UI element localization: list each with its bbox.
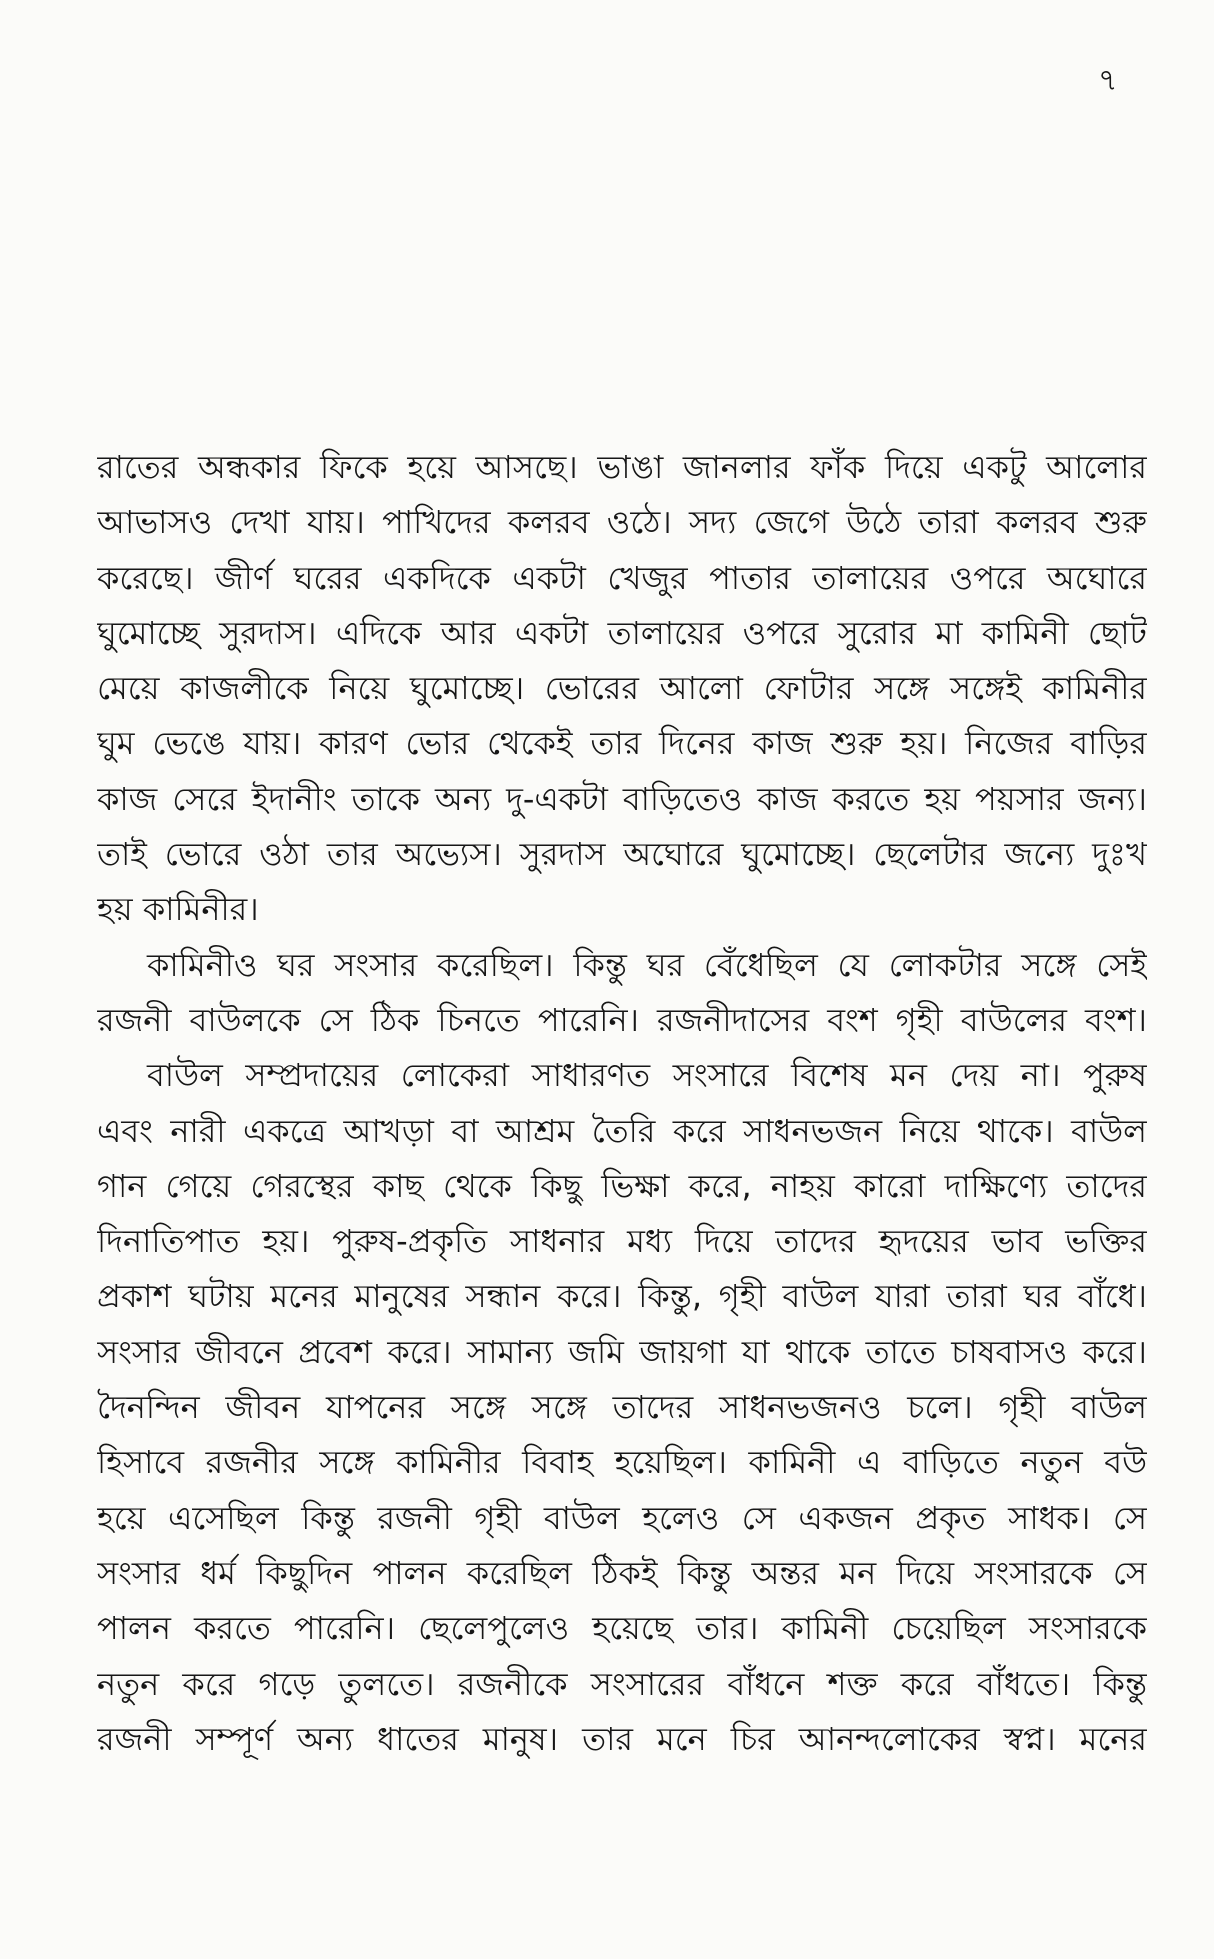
text-line: আভাসও দেখা যায়। পাখিদের কলরব ওঠে। সদ্য জেগে উঠে তারা কলরব শুরু (97, 503, 1147, 542)
text-line: কামিনীও ঘর সংসার করেছিল। কিন্তু ঘর বেঁধেছিল যে লোকটার সঙ্গে সেই (147, 945, 1147, 984)
text-line: সংসার জীবনে প্রবেশ করে। সামান্য জমি জায়গা যা থাকে তাতে চাষবাসও করে। (97, 1332, 1147, 1371)
text-line: ঘুমোচ্ছে সুরদাস। এদিকে আর একটা তালায়ের ওপরে সুরোর মা কামিনী ছোট (97, 613, 1147, 652)
text-line: রজনী সম্পূর্ণ অন্য ধাতের মানুষ। তার মনে চির আনন্দলোকের স্বপ্ন। মনের (97, 1719, 1147, 1758)
text-line: এবং নারী একত্রে আখড়া বা আশ্রম তৈরি করে সাধনভজন নিয়ে থাকে। বাউল (97, 1111, 1147, 1150)
text-line: গান গেয়ে গেরস্থের কাছ থেকে কিছু ভিক্ষা করে, নাহয় কারো দাক্ষিণ্যে তাদের (97, 1166, 1147, 1205)
text-line: হয়ে এসেছিল কিন্তু রজনী গৃহী বাউল হলেও সে একজন প্রকৃত সাধক। সে (97, 1498, 1147, 1537)
text-line: রজনী বাউলকে সে ঠিক চিনতে পারেনি। রজনীদাসের বংশ গৃহী বাউলের বংশ। (97, 1000, 1147, 1039)
text-line: রাতের অন্ধকার ফিকে হয়ে আসছে। ভাঙা জানলার ফাঁক দিয়ে একটু আলোর (97, 448, 1147, 486)
text-line: প্রকাশ ঘটায় মনের মানুষের সন্ধান করে। কিন্তু, গৃহী বাউল যারা তারা ঘর বাঁধে। (97, 1277, 1147, 1316)
text-line: বাউল সম্প্রদায়ের লোকেরা সাধারণত সংসারে বিশেষ মন দেয় না। পুরুষ (147, 1056, 1147, 1095)
text-line: নতুন করে গড়ে তুলতে। রজনীকে সংসারের বাঁধনে শক্ত করে বাঁধতে। কিন্তু (97, 1664, 1147, 1703)
text-line: পালন করতে পারেনি। ছেলেপুলেও হয়েছে তার। কামিনী চেয়েছিল সংসারকে (97, 1609, 1147, 1648)
text-line: হয় কামিনীর। (97, 890, 259, 929)
text-line: করেছে। জীর্ণ ঘরের একদিকে একটা খেজুর পাতার তালায়ের ওপরে অঘোরে (97, 558, 1147, 597)
body-text (97, 440, 1147, 1767)
page-number: ৭ (1098, 63, 1118, 98)
text-line: ঘুম ভেঙে যায়। কারণ ভোর থেকেই তার দিনের কাজ শুরু হয়। নিজের বাড়ির (97, 724, 1147, 763)
text-line: তাই ভোরে ওঠা তার অভ্যেস। সুরদাস অঘোরে ঘুমোচ্ছে। ছেলেটার জন্যে দুঃখ (97, 835, 1147, 874)
text-line: কাজ সেরে ইদানীং তাকে অন্য দু-একটা বাড়িতেও কাজ করতে হয় পয়সার জন্য। (97, 779, 1147, 818)
text-line: দিনাতিপাত হয়। পুরুষ-প্রকৃতি সাধনার মধ্য দিয়ে তাদের হৃদয়ের ভাব ভক্তির (97, 1222, 1147, 1261)
text-line: হিসাবে রজনীর সঙ্গে কামিনীর বিবাহ হয়েছিল। কামিনী এ বাড়িতে নতুন বউ (97, 1443, 1147, 1482)
text-line: সংসার ধর্ম কিছুদিন পালন করেছিল ঠিকই কিন্তু অন্তর মন দিয়ে সংসারকে সে (97, 1553, 1147, 1592)
text-line: মেয়ে কাজলীকে নিয়ে ঘুমোচ্ছে। ভোরের আলো ফোটার সঙ্গে সঙ্গেই কামিনীর (97, 669, 1147, 708)
text-line: দৈনন্দিন জীবন যাপনের সঙ্গে সঙ্গে তাদের সাধনভজনও চলে। গৃহী বাউল (97, 1388, 1147, 1427)
